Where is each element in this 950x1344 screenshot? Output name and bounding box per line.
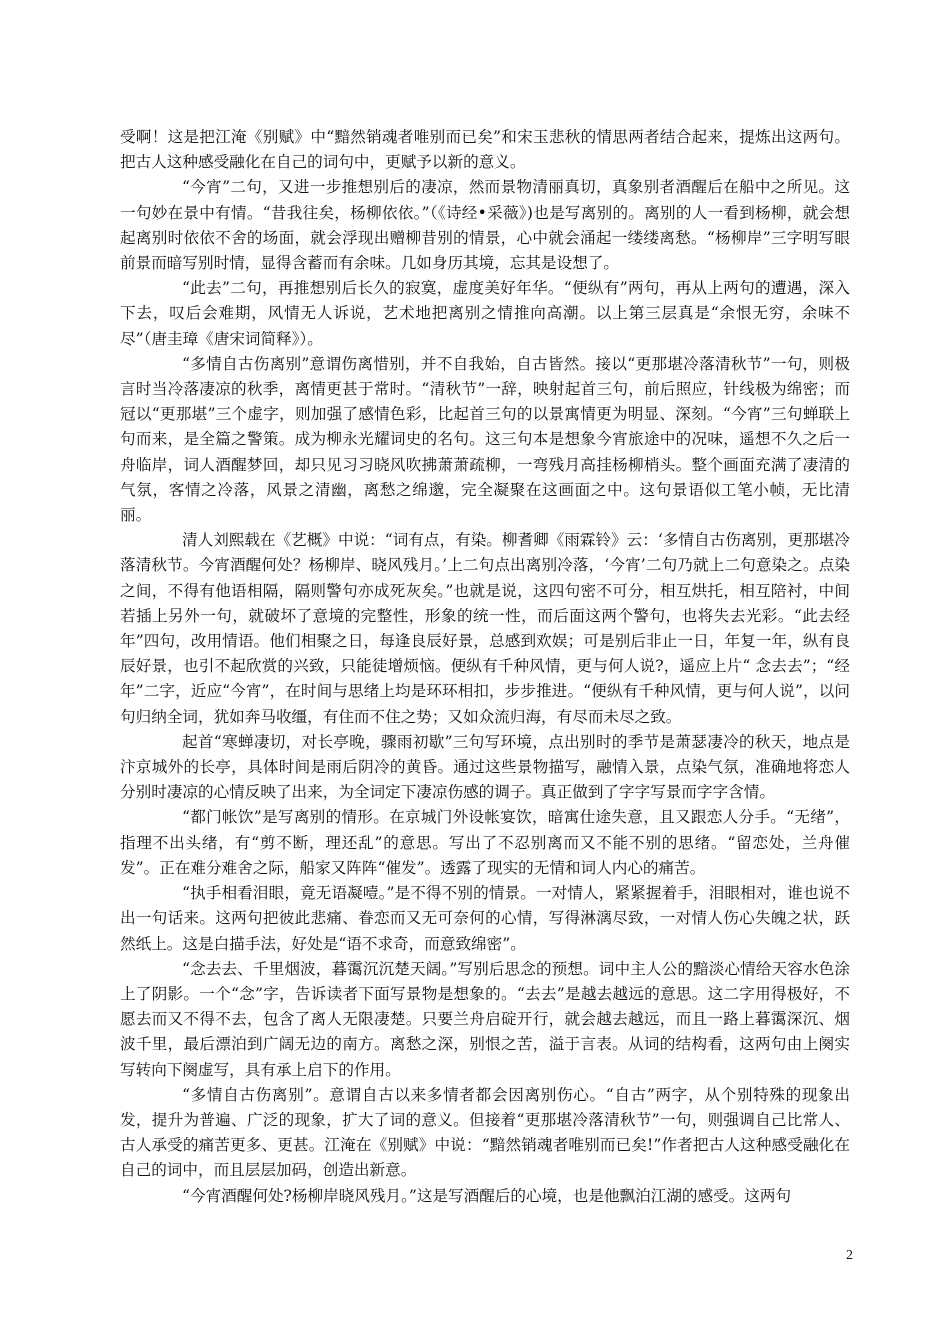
- body-text: [120, 125, 850, 1209]
- paragraph: “多情自古伤离别”意谓伤离惜别，并不自我始，自古皆然。接以“更那堪冷落清秋节”一句，则极言时当冷落凄凉的秋季，离情更甚于常时。“清秋节”一辞，映射起首三句，前后照应，针线极为绵密；而冠以“更那堪”三个虚字，则加强了感情色彩，比起首三句的以景寓情更为明显、深刻。“今宵”三句蝉联上句而来，是全篇之警策。成为柳永光耀词史的名句。这三句本是想象今宵旅途中的况味，遥想不久之后一舟临岸，词人酒醒梦回，却只见习习晓风吹拂萧萧疏柳，一弯残月高挂杨柳梢头。整个画面充满了凄清的气氛，客情之冷落，风景之清幽，离愁之绵邈，完全凝聚在这画面之中。这句景语似工笔小帧，无比清丽。: [120, 354, 850, 525]
- paragraph: “多情自古伤离别”。意谓自古以来多情者都会因离别伤心。“自古”两字，从个别特殊的现象出发，提升为普遍、广泛的现象，扩大了词的意义。但接着“更那堪冷落清秋节”一句，则强调自己比常人、古人承受的痛苦更多、更甚。江淹在《别赋》中说：“黯然销魂者唯别而已矣!”作者把古人这种感受融化在自己的词中，而且层层加码，创造出新意。: [120, 1085, 850, 1180]
- paragraph: “都门帐饮”是写离别的情形。在京城门外设帐宴饮，暗寓仕途失意，且又跟恋人分手。“无绪”，指理不出头绪，有“剪不断，理还乱”的意思。写出了不忍别离而又不能不别的思绪。“留恋处，兰舟催发”。正在难分难舍之际，船家又阵阵“催发”。透露了现实的无情和词人内心的痛苦。: [120, 808, 850, 877]
- page-number: 2: [846, 1248, 853, 1263]
- paragraph: “今宵”二句，又进一步推想别后的凄凉，然而景物清丽真切，真象别者酒醒后在船中之所见。这一句妙在景中有情。“昔我往矣，杨柳依依。”（《诗经•采薇》)也是写离别的。离别的人一看到杨柳，就会想起离别时依依不舍的场面，就会浮现出赠柳昔别的情景，心中就会涌起一缕缕离愁。“杨柳岸”三字明写眼前景而暗写别时情，显得含蓄而有余味。几如身历其境，忘其是设想了。: [120, 178, 850, 273]
- paragraph: “念去去、千里烟波，暮霭沉沉楚天阔。”写别后思念的预想。词中主人公的黯淡心情给天容水色涂上了阴影。一个“念”字，告诉读者下面写景物是想象的。“去去”是越去越远的意思。这二字用得极好，不愿去而又不得不去，包含了离人无限凄楚。只要兰舟启碇开行，就会越去越远，而且一路上暮霭深沉、烟波千里，最后漂泊到广阔无边的南方。离愁之深，别恨之苦，溢于言表。从词的结构看，这两句由上阕实写转向下阕虚写，具有承上启下的作用。: [120, 959, 850, 1079]
- paragraph: “今宵酒醒何处?杨柳岸晓风残月。”这是写酒醒后的心境，也是他飘泊江湖的感受。这两句: [182, 1186, 792, 1205]
- paragraph: 受啊！这是把江淹《别赋》中“黯然销魂者唯别而已矣”和宋玉悲秋的情思两者结合起来，提炼出这两句。把古人这种感受融化在自己的词句中，更赋予以新的意义。: [120, 128, 850, 172]
- paragraph: “执手相看泪眼，竟无语凝噎。”是不得不别的情景。一对情人，紧紧握着手，泪眼相对，谁也说不出一句话来。这两句把彼此悲痛、眷恋而又无可奈何的心情，写得淋漓尽致，一对情人伤心失魄之状，跃然纸上。这是白描手法，好处是“语不求奇，而意致绵密”。: [120, 884, 850, 953]
- paragraph: 清人刘熙载在《艺概》中说：“词有点，有染。柳耆卿《雨霖铃》云：‘多情自古伤离别，更那堪冷落清秋节。今宵酒醒何处？杨柳岸、晓风残月。’上二句点出离别冷落，‘今宵’二句乃就上二句意染之。点染之间，不得有他语相隔，隔则警句亦成死灰矣。”也就是说，这四句密不可分，相互烘托，相互陪衬，中间若插上另外一句，就破坏了意境的完整性，形象的统一性，而后面这两个警句，也将失去光彩。“此去经年”四句，改用情语。他们相聚之日，每逢良辰好景，总感到欢娱；可是别后非止一日，年复一年，纵有良辰好景，也引不起欣赏的兴致，只能徒增烦恼。便纵有千种风情，更与何人说?，遥应上片“ 念去去”；“经年”二字，近应“今宵”，在时间与思绪上均是环环相扣，步步推进。“便纵有千种风情，更与何人说”，以问句归纳全词，犹如奔马收缰，有住而不住之势；又如众流归海，有尽而未尽之致。: [120, 531, 850, 726]
- paragraph: 起首“寒蝉凄切，对长亭晚，骤雨初歇”三句写环境，点出别时的季节是萧瑟凄冷的秋天，地点是汴京城外的长亭，具体时间是雨后阴冷的黄昏。通过这些景物描写，融情入景，点染气氛，准确地将恋人分别时凄凉的心情反映了出来，为全词定下凄凉伤感的调子。真正做到了字字写景而字字含情。: [120, 732, 850, 802]
- paragraph: “此去”二句，再推想别后长久的寂寞，虚度美好年华。“便纵有”两句，再从上两句的遭遇，深入下去，叹后会难期，风情无人诉说，艺术地把离别之情推向高潮。以上第三层真是“余恨无穷，余味不尽”（唐圭璋《唐宋词简释》）。: [120, 279, 850, 348]
